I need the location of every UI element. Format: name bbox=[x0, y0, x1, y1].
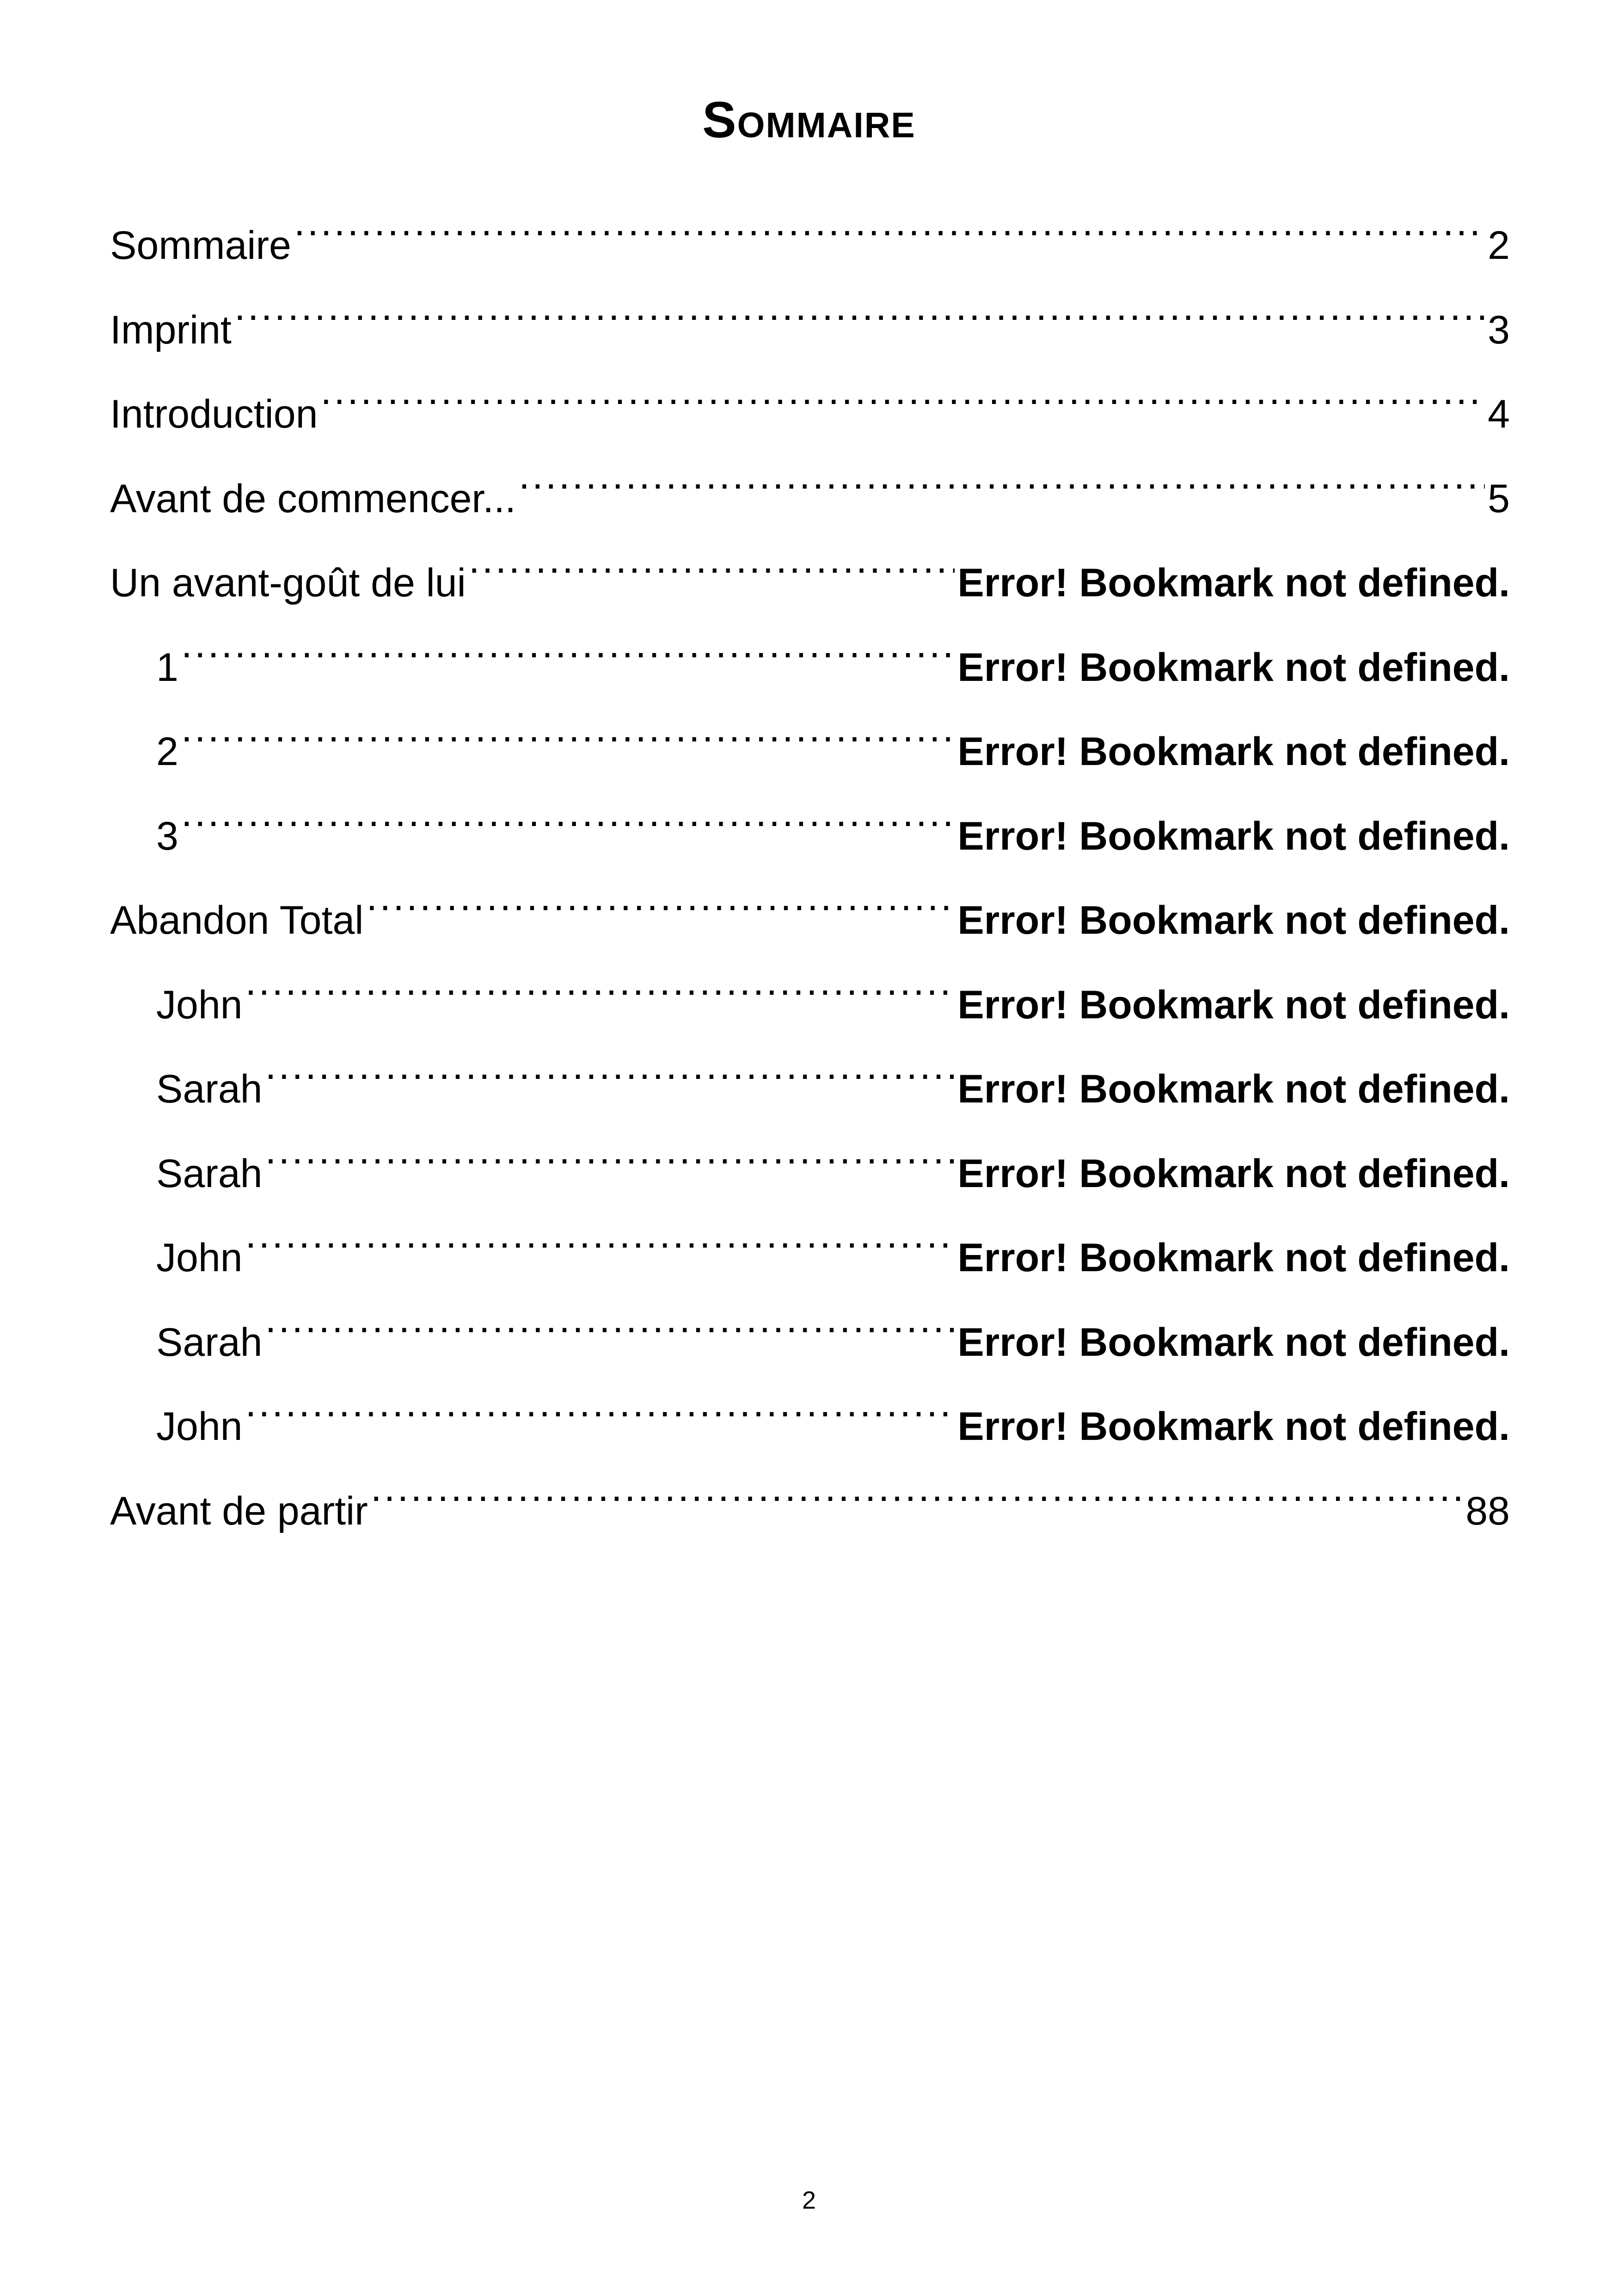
page-number: 2 bbox=[802, 2186, 816, 2214]
toc-entry-page: Error! Bookmark not defined. bbox=[957, 1067, 1510, 1111]
toc-entry[interactable] bbox=[110, 878, 1510, 963]
dot-leader bbox=[181, 710, 955, 765]
toc-entry-label: Un avant-goût de lui bbox=[110, 561, 466, 605]
toc-entry-page: 3 bbox=[1488, 307, 1510, 352]
toc-entry-page: Error! Bookmark not defined. bbox=[957, 1404, 1510, 1449]
toc-entry-page: Error! Bookmark not defined. bbox=[957, 982, 1510, 1027]
toc-entry[interactable] bbox=[110, 1047, 1510, 1132]
toc-entry-page: 4 bbox=[1488, 392, 1510, 436]
toc-entry-label: John bbox=[156, 982, 243, 1027]
toc-entry-page: Error! Bookmark not defined. bbox=[957, 1151, 1510, 1196]
toc-entry-page: Error! Bookmark not defined. bbox=[957, 1236, 1510, 1280]
toc-entry-label: Sarah bbox=[156, 1067, 263, 1111]
toc-entry-label: 3 bbox=[156, 814, 178, 858]
toc-entry[interactable] bbox=[110, 203, 1510, 288]
page-title: Sommaire bbox=[702, 92, 916, 148]
dot-leader bbox=[265, 1047, 955, 1102]
dot-leader bbox=[265, 1132, 955, 1187]
toc-entry-page: 2 bbox=[1488, 223, 1510, 268]
toc-entry[interactable] bbox=[110, 710, 1510, 794]
toc-entry[interactable] bbox=[110, 1384, 1510, 1469]
toc-entry[interactable] bbox=[110, 625, 1510, 710]
dot-leader bbox=[181, 794, 955, 850]
dot-leader bbox=[181, 625, 955, 681]
toc-entry-label: John bbox=[156, 1236, 243, 1280]
toc-entry-page: 5 bbox=[1488, 476, 1510, 521]
toc-entry-page: Error! Bookmark not defined. bbox=[957, 814, 1510, 858]
dot-leader bbox=[245, 1384, 955, 1440]
toc-entry[interactable] bbox=[110, 1216, 1510, 1300]
toc-entry-page: Error! Bookmark not defined. bbox=[957, 1320, 1510, 1365]
toc-entry-page: Error! Bookmark not defined. bbox=[957, 645, 1510, 690]
dot-leader bbox=[469, 541, 955, 596]
toc-entry[interactable] bbox=[110, 1132, 1510, 1216]
toc-entry-label: Introduction bbox=[110, 392, 318, 436]
toc-entry[interactable] bbox=[110, 1300, 1510, 1385]
toc-entry[interactable] bbox=[110, 541, 1510, 625]
toc-entry[interactable] bbox=[110, 372, 1510, 457]
toc-entry-page: Error! Bookmark not defined. bbox=[957, 561, 1510, 605]
dot-leader bbox=[245, 1216, 955, 1271]
toc-entry[interactable] bbox=[110, 794, 1510, 879]
dot-leader bbox=[320, 372, 1485, 428]
toc-entry-page: Error! Bookmark not defined. bbox=[957, 898, 1510, 943]
toc-entry[interactable] bbox=[110, 288, 1510, 373]
dot-leader bbox=[234, 288, 1485, 343]
dot-leader bbox=[245, 963, 955, 1018]
dot-leader bbox=[371, 1469, 1463, 1525]
toc-entry-label: Abandon Total bbox=[110, 898, 364, 943]
dot-leader bbox=[294, 203, 1485, 259]
toc-entry-label: Avant de commencer... bbox=[110, 476, 516, 521]
toc-entry-label: 1 bbox=[156, 645, 178, 690]
dot-leader bbox=[366, 878, 955, 934]
toc-entry-page: 88 bbox=[1465, 1488, 1510, 1533]
table-of-contents bbox=[110, 203, 1510, 1553]
toc-entry-label: Sarah bbox=[156, 1320, 263, 1365]
dot-leader bbox=[265, 1300, 955, 1356]
toc-entry[interactable] bbox=[110, 963, 1510, 1047]
dot-leader bbox=[519, 457, 1485, 512]
toc-entry-label: Sommaire bbox=[110, 223, 291, 268]
toc-entry-label: John bbox=[156, 1404, 243, 1449]
toc-entry-label: Imprint bbox=[110, 307, 232, 352]
toc-entry-page: Error! Bookmark not defined. bbox=[957, 729, 1510, 774]
toc-entry[interactable] bbox=[110, 457, 1510, 541]
toc-entry-label: 2 bbox=[156, 729, 178, 774]
toc-entry-label: Avant de partir bbox=[110, 1488, 368, 1533]
toc-entry[interactable] bbox=[110, 1469, 1510, 1554]
toc-entry-label: Sarah bbox=[156, 1151, 263, 1196]
